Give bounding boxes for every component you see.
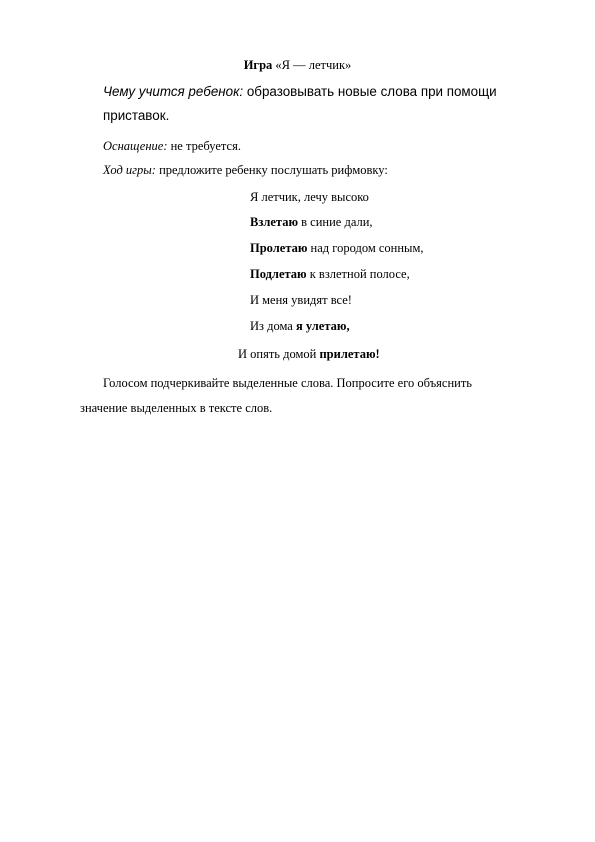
poem-line-7-bold: прилетаю!: [319, 347, 380, 361]
poem-line-3-bold: Пролетаю: [250, 241, 308, 255]
course-text: предложите ребенку послушать рифмовку:: [155, 163, 388, 177]
instruction-line-2: значение выделенных в тексте слов.: [80, 401, 273, 415]
poem-line-2: [250, 214, 373, 230]
equipment-line: [103, 138, 241, 154]
poem-line-4-bold: Подлетаю: [250, 267, 307, 281]
instruction-line-1: Голосом подчеркивайте выделенные слова. Попросите его объяснить: [103, 376, 473, 390]
aim-text: образовывать новые слова при помощи: [243, 84, 497, 99]
poem-line-6: [250, 318, 350, 334]
aim-label: Чему учится ребенок:: [103, 84, 244, 99]
title-game-name: «Я — летчик»: [272, 58, 352, 72]
poem-line-2-bold: Взлетаю: [250, 215, 299, 229]
aim-line-continued: приставок.: [103, 108, 170, 123]
aim-line: [103, 84, 497, 100]
poem-line-5: [250, 292, 352, 308]
poem-line-7: [238, 346, 380, 362]
poem-line-6-text: Из дома: [250, 319, 296, 333]
course-label: Ход игры:: [103, 163, 156, 177]
poem-line-6-bold: я улетаю,: [295, 319, 350, 333]
poem-line-1-text: Я летчик, лечу высоко: [250, 190, 369, 204]
poem-line-4-text: к взлетной полосе,: [306, 267, 410, 281]
page-title: [0, 57, 595, 73]
poem-line-3-text: над городом сонным,: [307, 241, 424, 255]
title-game-label: Игра: [243, 58, 273, 72]
poem-line-2-text: в синие дали,: [298, 215, 373, 229]
poem-line-5-text: И меня увидят все!: [250, 293, 352, 307]
poem-line-3: [250, 240, 424, 256]
poem-line-4: [250, 266, 410, 282]
poem-line-1: [250, 189, 369, 205]
equipment-text: не требуется.: [167, 139, 241, 153]
course-line: [103, 162, 388, 178]
poem-line-7-text: И опять домой: [238, 347, 320, 361]
equipment-label: Оснащение:: [103, 139, 168, 153]
